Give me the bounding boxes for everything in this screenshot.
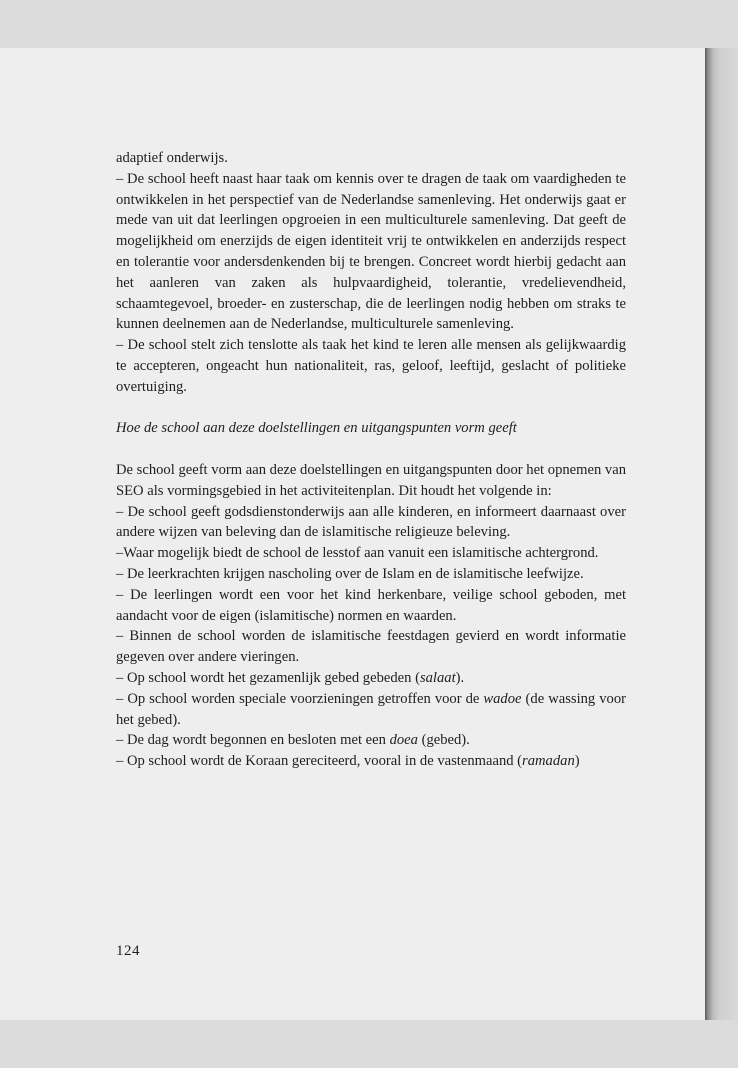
list-item: –Waar mogelijk biedt de school de lesstof aan vanuit een islamitische achtergrond. bbox=[116, 545, 599, 562]
page-number: 124 bbox=[116, 943, 140, 959]
text-run: (gebed). bbox=[417, 732, 470, 749]
list-item: – De school geeft godsdienstonderwijs aan alle kinderen, en informeert daarnaast over andere wijzen van beleving dan de islamitische religieuze beleving. bbox=[116, 503, 626, 541]
paragraph: – De school heeft naast haar taak om kennis over te dragen de taak om vaardigheden te ontwikkelen in het perspectief van de Nederlandse samenleving. Het onderwijs gaat er mede van uit dat leerlingen opgroeien in een multiculturele samenleving. Dat geeft de mogelijkheid om enerzijds de eigen identiteit vrij te ontwikkelen en anderzijds respect en tolerantie voor andersdenkenden bij te brengen. Concreet wordt hierbij gedacht aan het aanleren van zaken als hulpvaardigheid, tolerantie, vredelievendheid, schaamtegevoel, broeder- en zusterschap, die de leerlingen nodig hebben om straks te kunnen deelnemen aan de Nederlandse, multiculturele samenleving. bbox=[116, 170, 626, 333]
book-spine-shadow bbox=[705, 48, 738, 1020]
list-item bbox=[116, 668, 626, 689]
text-run: – De dag wordt begonnen en besloten met een bbox=[116, 732, 390, 749]
text-run: – Op school worden speciale voorzieningen getroffen voor de bbox=[116, 690, 484, 707]
list-item bbox=[116, 689, 626, 731]
text-run: ) bbox=[574, 753, 580, 770]
list-item: – De leerkrachten krijgen nascholing over de Islam en de islamitische leefwijze. bbox=[116, 565, 584, 582]
list-item bbox=[116, 751, 626, 772]
paragraph: – De school stelt zich tenslotte als taak het kind te leren alle mensen als gelijkwaardig te accepteren, ongeacht hun nationaliteit, ras, geloof, leeftijd, geslacht of politieke overtuiging. bbox=[116, 337, 626, 395]
body-text bbox=[116, 148, 626, 772]
text-run: (de wassing voor het gebed). bbox=[116, 690, 626, 728]
text-run: – Op school wordt de Koraan gereciteerd, vooral in de vastenmaand ( bbox=[116, 753, 523, 770]
term-salaat: salaat bbox=[419, 669, 456, 686]
text-run: – Op school wordt het gezamenlijk gebed gebeden ( bbox=[116, 669, 420, 686]
term-wadoe: wadoe bbox=[483, 690, 522, 707]
paragraph: adaptief onderwijs. bbox=[116, 150, 228, 166]
paragraph: De school geeft vorm aan deze doelstellingen en uitgangspunten door het opnemen van SEO als vormingsgebied in het activiteitenplan. Dit houdt het volgende in: bbox=[116, 461, 626, 499]
term-doea: doea bbox=[389, 732, 418, 749]
text-run: ). bbox=[455, 669, 465, 686]
list-item bbox=[116, 730, 626, 751]
section-heading: Hoe de school aan deze doelstellingen en uitgangspunten vorm geeft bbox=[116, 420, 517, 437]
list-item: – Binnen de school worden de islamitische feestdagen gevierd en wordt informatie gegeven over andere vieringen. bbox=[116, 628, 626, 666]
list-item: – De leerlingen wordt een voor het kind herkenbare, veilige school geboden, met aandacht voor de eigen (islamitische) normen en waarden. bbox=[116, 586, 626, 624]
term-ramadan: ramadan bbox=[522, 753, 575, 770]
